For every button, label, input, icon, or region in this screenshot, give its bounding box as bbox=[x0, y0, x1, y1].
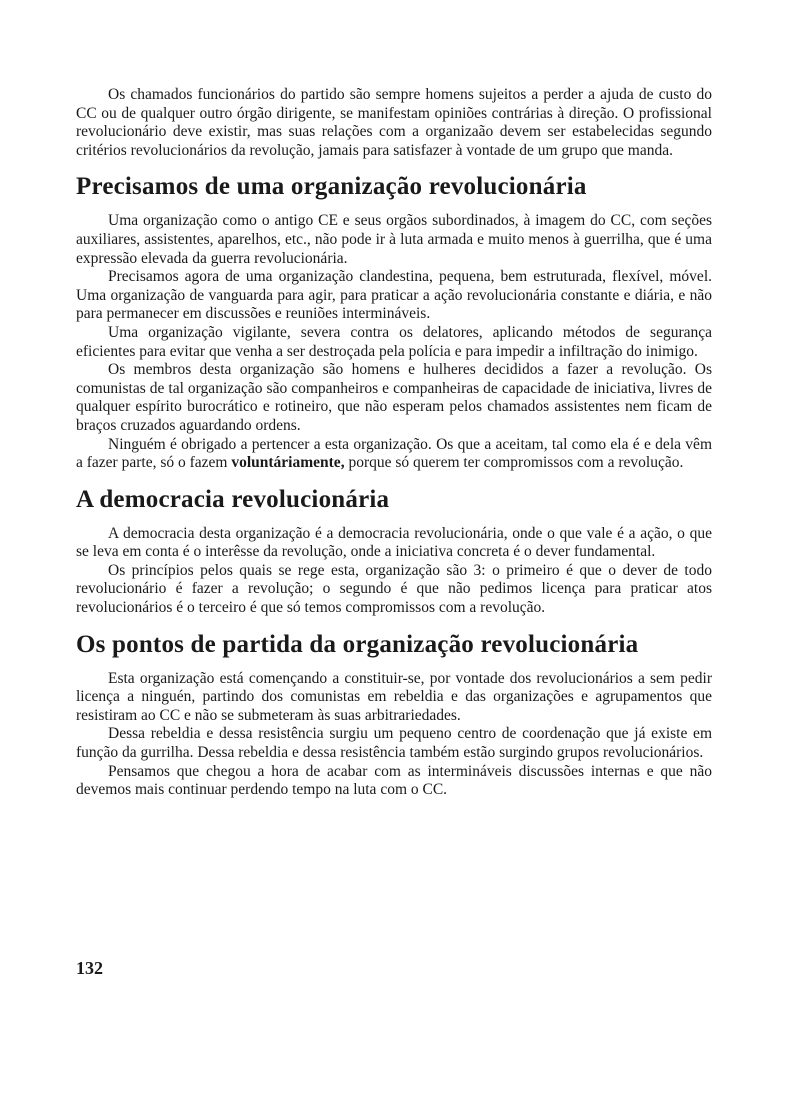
section1-p5-text-after: porque só querem ter compromissos com a revolução. bbox=[344, 454, 684, 472]
section1-p5-bold: voluntáriamente, bbox=[231, 454, 345, 472]
page-body bbox=[76, 86, 712, 800]
section3-paragraph-3: Pensamos que chegou a hora de acabar com as intermináveis discussões internas e que não devemos mais continuar perdendo tempo na luta com o CC. bbox=[76, 762, 712, 799]
section1-paragraph-5 bbox=[76, 436, 712, 473]
section-heading-organization: Precisamos de uma organização revolucionária bbox=[76, 173, 587, 201]
intro-paragraph: Os chamados funcionários do partido são sempre homens sujeitos a perder a ajuda de custo do CC ou de qualquer outro órgão dirigente, se manifestam opiniões contrárias à direção. O profissional revolucionário deve existir, mas suas relações com a organizaão devem ser estabelecidas segundo critérios revolucionários da revolução, jamais para satisfazer à vontade de um grupo que manda. bbox=[76, 86, 712, 159]
section2-paragraph-2: Os princípios pelos quais se rege esta, organização são 3: o primeiro é que o dever de todo revolucionário é fazer a revolução; o segundo é que não pedimos licença para praticar atos revolucionários é o terceiro é que só temos compromissos com a revolução. bbox=[76, 561, 712, 617]
section1-paragraph-2: Precisamos agora de uma organização clandestina, pequena, bem estruturada, flexível, móvel. Uma organização de vanguarda para agir, para praticar a ação revolucionária constante e diária, e não para permanecer em discussões e reuniões intermináveis. bbox=[76, 268, 712, 323]
section3-paragraph-1: Esta organização está començando a constituir-se, por vontade dos revolucionários a sem pedir licença a ninguén, partindo dos comunistas em rebeldia e das organizações e agrupamentos que resistiram ao CC e não se submeteram às suas arbitrariedades. bbox=[76, 669, 712, 724]
section-heading-democracy: A democracia revolucionária bbox=[76, 485, 390, 513]
page-number: 132 bbox=[76, 958, 103, 978]
section-heading-starting-points: Os pontos de partida da organização revolucionária bbox=[76, 630, 639, 658]
section2-paragraph-1: A democracia desta organização é a democracia revolucionária, onde o que vale é a ação, o que se leva em conta é o interêsse da revolução, onde a iniciativa concreta é o dever fundamental. bbox=[76, 524, 712, 561]
section1-paragraph-4: Os membros desta organização são homens e hulheres decididos a fazer a revolução. Os comunistas de tal organização são companheiros e companheiras de capacidade de iniciativa, livres de qualquer espírito burocrático e rotineiro, que não esperam pelos chamados assistentes nem ficam de braços cruzados aguardando ordens. bbox=[76, 361, 712, 434]
section3-paragraph-2: Dessa rebeldia e dessa resistência surgiu um pequeno centro de coordenação que já existe em função da gurrilha. Dessa rebeldia e dessa resistência também estão surgindo grupos revolucionários. bbox=[76, 725, 712, 762]
section1-paragraph-1: Uma organização como o antigo CE e seus orgãos subordinados, à imagem do CC, com seções auxiliares, assistentes, aparelhos, etc., não pode ir à luta armada e muito menos à guerrilha, que é uma expressão elevada da guerra revolucionária. bbox=[76, 212, 712, 267]
section1-p5-text-before: Ninguém é obrigado a pertencer a esta organização. Os que a aceitam, tal como ela é e dela vêm a fazer parte, só o fazem bbox=[76, 435, 712, 472]
section1-paragraph-3: Uma organização vigilante, severa contra os delatores, aplicando métodos de segurança eficientes para evitar que venha a ser destroçada pela polícia e para impedir a infiltração do inimigo. bbox=[76, 323, 712, 360]
